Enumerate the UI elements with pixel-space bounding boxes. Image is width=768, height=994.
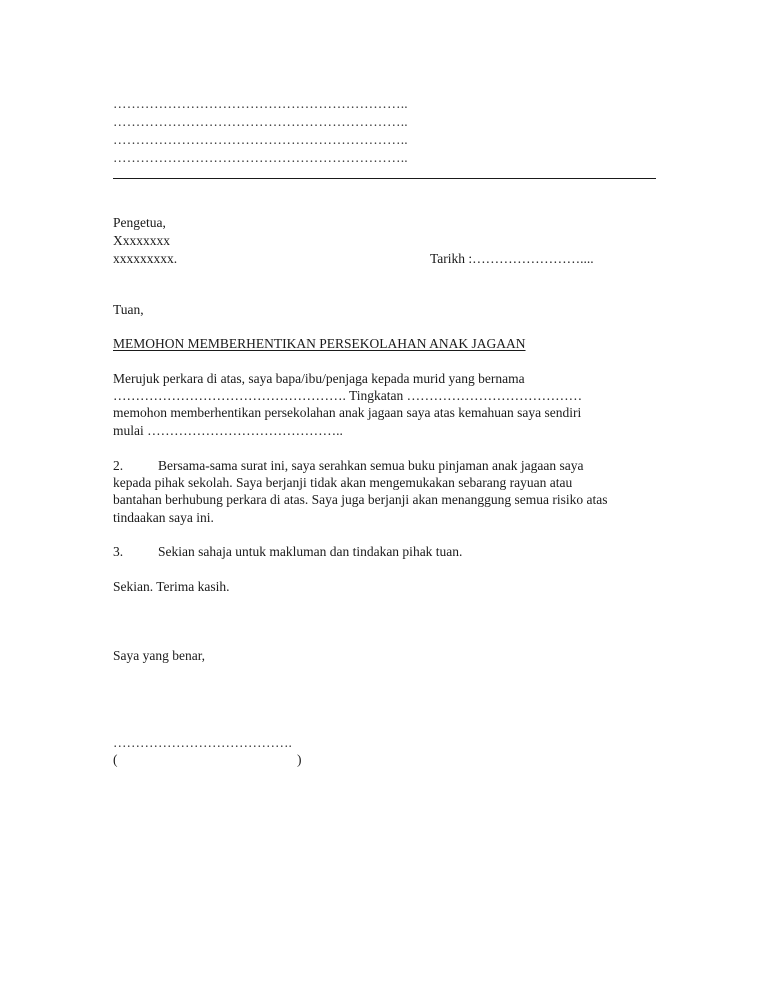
signoff: Saya yang benar, — [113, 648, 206, 663]
sender-address-line-2: ……………………………………………………….. — [113, 114, 408, 129]
intro-line-2: ……………………………………………. Tingkatan ………………………………… — [113, 388, 583, 403]
para3-number: 3. — [113, 544, 124, 559]
para2-line-2: kepada pihak sekolah. Saya berjanji tidak akan mengemukakan sebarang rayuan atau — [113, 475, 573, 490]
para2-line-3: bantahan berhubung perkara di atas. Saya juga berjanji akan menanggung semua risiko atas — [113, 492, 608, 507]
para3-text: Sekian sahaja untuk makluman dan tindakan pihak tuan. — [158, 544, 463, 559]
sender-address-line-3: ……………………………………………………….. — [113, 132, 408, 147]
para2-number: 2. — [113, 458, 124, 473]
header-divider — [113, 178, 656, 179]
sender-address-line-1: ……………………………………………………….. — [113, 96, 408, 111]
name-bracket-close: ) — [297, 752, 302, 767]
recipient-title: Pengetua, — [113, 215, 166, 230]
closing: Sekian. Terima kasih. — [113, 579, 230, 594]
intro-line-4: mulai …………………………………….. — [113, 423, 343, 438]
para2-line-1 — [113, 457, 583, 475]
intro-line-1: Merujuk perkara di atas, saya bapa/ibu/penjaga kepada murid yang bernama — [113, 371, 525, 386]
para2-text-1: Bersama-sama surat ini, saya serahkan semua buku pinjaman anak jagaan saya — [158, 458, 584, 473]
para2-line-4: tindaakan saya ini. — [113, 510, 214, 525]
intro-line-3: memohon memberhentikan persekolahan anak jagaan saya atas kemahuan saya sendiri — [113, 405, 582, 420]
letter-subject: MEMOHON MEMBERHENTIKAN PERSEKOLAHAN ANAK JAGAAN — [113, 336, 526, 351]
name-bracket-open: ( — [113, 752, 118, 767]
salutation: Tuan, — [113, 302, 144, 317]
para3 — [113, 543, 462, 561]
recipient-line-3: xxxxxxxxx. — [113, 251, 178, 266]
date-field: Tarikh :…………………….... — [430, 251, 594, 266]
sender-address-line-4: ……………………………………………………….. — [113, 150, 408, 165]
recipient-line-2: Xxxxxxxx — [113, 233, 170, 248]
signature-line: …………………………………. — [113, 735, 292, 750]
